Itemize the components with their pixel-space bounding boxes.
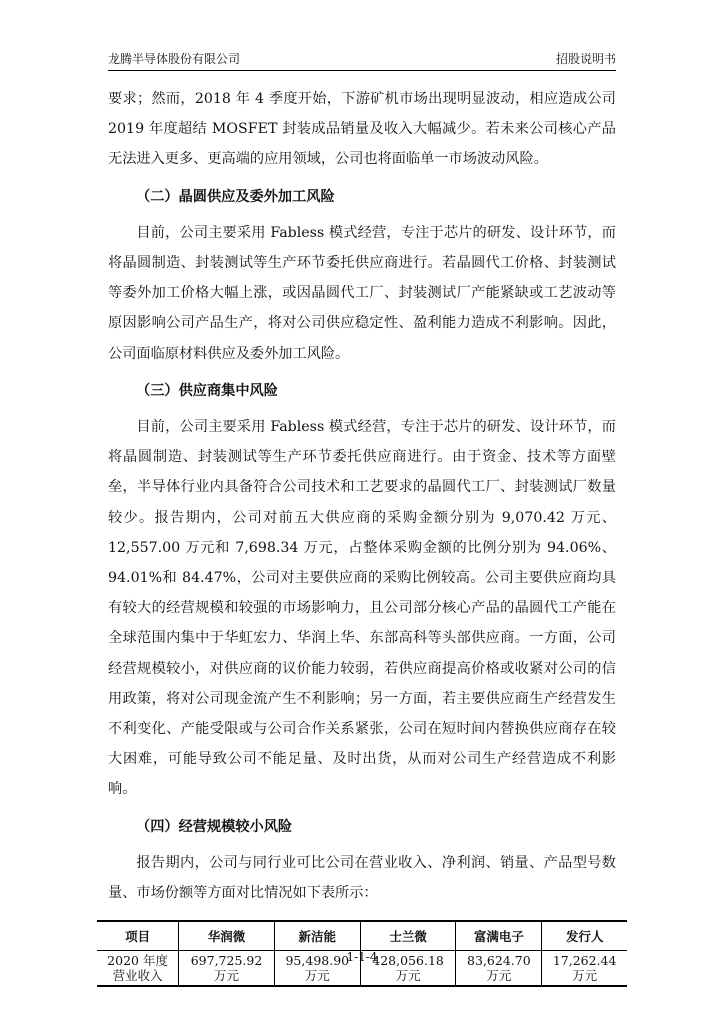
- row-label-year: 2020 年度: [107, 953, 168, 969]
- table-header-issuer: 发行人: [542, 921, 627, 951]
- cell-unit: 万元: [214, 968, 240, 984]
- section-heading-small-scale: （四）经营规模较小风险: [136, 818, 293, 835]
- header-company-name: 龙腾半导体股份有限公司: [108, 52, 241, 66]
- section-heading-supplier-concentration: （三）供应商集中风险: [136, 382, 278, 399]
- cell-unit: 万元: [395, 968, 421, 984]
- paragraph-supplier-concentration: 目前，公司主要采用 Fabless 模式经营，专注于芯片的研发、设计环节，而将晶圆制造、封装测试等生产环节委托供应商进行。由于资金、技术等方面壁垒，半导体行业内具备符合公司技术和工艺要求的晶圆代工厂、封装测试厂数量较少。报告期内，公司对前五大供应商的采购金额分别为 9,070.42 万元、12,557.00 万元和 7,698.34 万元，占整体采购金额的比例分别为 94.06%、94.01%和 84.47%，公司对主要供应商的采购比例较高。公司主要供应商均具有较大的经营规模和较强的市场影响力，且公司部分核心产品的晶圆代工产能在全球范围内集中于华虹宏力、华润上华、东部高科等头部供应商。一方面，公司经营规模较小，对供应商的议价能力较弱，若供应商提高价格或收紧对公司的信用政策，将对公司现金流产生不利影响；另一方面，若主要供应商生产经营发生不利变化、产能受限或与公司合作关系紧张，公司在短时间内替换供应商存在较大困难，可能导致公司不能足量、及时出货，从而对公司生产经营造成不利影响。: [108, 419, 616, 798]
- page-body: [108, 84, 616, 987]
- cell-value: 428,056.18: [372, 953, 444, 969]
- table-header-silan: 士兰微: [360, 921, 456, 951]
- table-header-cr-micro: 华润微: [179, 921, 275, 951]
- section-heading-wafer-supply: （二）晶圆供应及委外加工风险: [136, 188, 335, 205]
- row-label-metric: 营业收入: [112, 968, 163, 984]
- paragraph-small-scale: 报告期内，公司与同行业可比公司在营业收入、净利润、销量、产品型号数量、市场份额等方面对比情况如下表所示：: [108, 854, 616, 902]
- header-document-type: 招股说明书: [555, 52, 616, 66]
- cell-value: 95,498.90: [285, 953, 350, 969]
- table-header-ncepower: 新洁能: [274, 921, 360, 951]
- cell-value: 697,725.92: [190, 953, 263, 969]
- page-number: 1-1-4: [346, 950, 378, 964]
- paragraph-wafer-supply: 目前，公司主要采用 Fabless 模式经营，专注于芯片的研发、设计环节，而将晶圆制造、封装测试等生产环节委托供应商进行。若晶圆代工价格、封装测试等委外加工价格大幅上涨，或因晶圆代工厂、封装测试厂产能紧缺或工艺波动等原因影响公司产品生产，将对公司供应稳定性、盈利能力造成不利影响。因此，公司面临原材料供应及委外加工风险。: [108, 224, 616, 362]
- cell-unit: 万元: [486, 968, 512, 984]
- table-header-row: [97, 921, 627, 951]
- cell-unit: 万元: [572, 968, 598, 984]
- page-header: [108, 48, 616, 71]
- cell-unit: 万元: [304, 968, 330, 984]
- cell-value: 17,262.44: [552, 953, 617, 969]
- table-header-item: 项目: [97, 921, 179, 951]
- table-header-fine-made: 富满电子: [456, 921, 542, 951]
- cell-value: 83,624.70: [467, 953, 531, 969]
- paragraph-continued: 要求；然而，2018 年 4 季度开始，下游矿机市场出现明显波动，相应造成公司 2019 年度超结 MOSFET 封装成品销量及收入大幅减少。若未来公司核心产品无法进入更多、更高端的应用领域，公司也将面临单一市场波动风险。: [108, 91, 616, 168]
